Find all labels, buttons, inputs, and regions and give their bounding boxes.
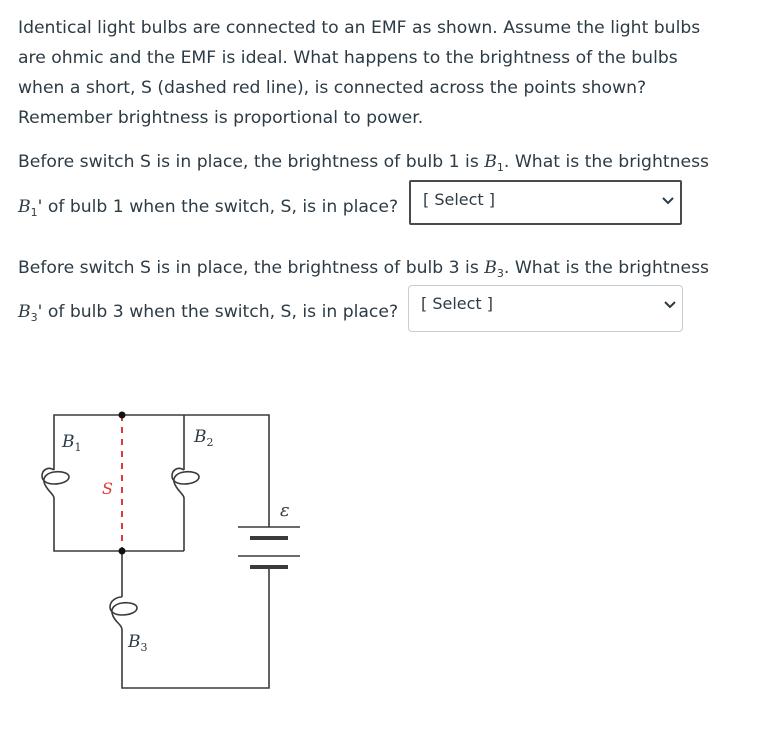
- part1-question-line1: Before switch S is in place, the brightness of bulb 1 is $B_1$. What is the brightness: [18, 152, 709, 174]
- intro-line: when a short, S (dashed red line), is connected across the points shown?: [18, 78, 647, 98]
- junction-dot: [119, 412, 126, 419]
- b1-symbol: $B_1$: [484, 152, 504, 174]
- intro-line: Identical light bulbs are connected to an EMF as shown. Assume the light bulbs: [18, 18, 701, 38]
- circuit-wires: [54, 415, 269, 688]
- b1-prime-symbol: $B_1$: [18, 197, 38, 219]
- emf-label: ε: [280, 500, 290, 521]
- bulb2-icon: [172, 468, 199, 498]
- select-label: [ Select ]: [423, 190, 496, 209]
- part2-question-line2: $B_3'$ of bulb 3 when the switch, S, is in place?: [18, 302, 399, 324]
- bulb1-label: $B_1$: [62, 432, 82, 454]
- junction-dot: [119, 548, 126, 555]
- part2-question-line1: Before switch S is in place, the brightness of bulb 3 is $B_3$. What is the brightness: [18, 258, 709, 280]
- bulb3-label: $B_3$: [128, 632, 148, 654]
- wire: [122, 567, 269, 688]
- select-label: [ Select ]: [421, 294, 494, 313]
- b3-prime-symbol: $B_3$: [18, 302, 38, 324]
- intro-line: are ohmic and the EMF is ideal. What happens to the brightness of the bulbs: [18, 48, 678, 68]
- part1-question-line2: $B_1'$ of bulb 1 when the switch, S, is in place?: [18, 197, 399, 219]
- bulb2-label: $B_2$: [194, 427, 214, 449]
- bulb1-icon: [42, 468, 69, 498]
- b3-symbol: $B_3$: [484, 258, 504, 280]
- switch-label: S: [102, 479, 113, 498]
- wire: [54, 498, 184, 551]
- intro-line: Remember brightness is proportional to power.: [18, 108, 424, 128]
- emf-battery: [238, 527, 300, 567]
